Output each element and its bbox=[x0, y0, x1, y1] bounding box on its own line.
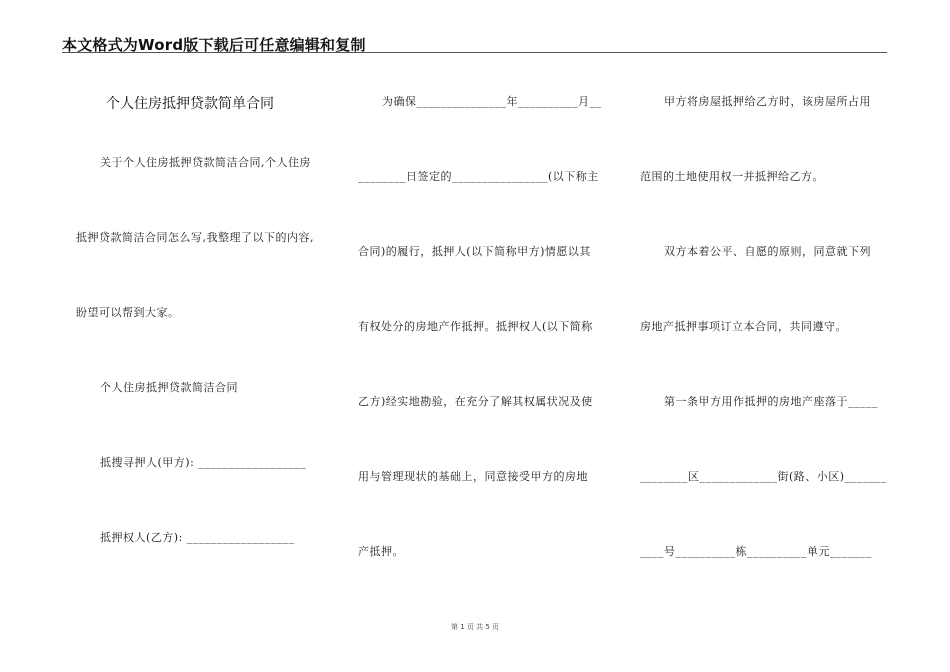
col2-line-2: ________日签定的________________(以下称主 bbox=[358, 170, 599, 183]
col2-line-7: 产抵押。 bbox=[358, 545, 404, 558]
document-title: 个人住房抵押贷款简单合同 bbox=[106, 96, 274, 112]
col3-line-5: 第一条甲方用作抵押的房地产座落于_____ bbox=[664, 395, 878, 408]
col3-line-2: 范围的土地使用权一并抵押给乙方。 bbox=[640, 170, 824, 183]
col1-line-3: 盼望可以帮到大家。 bbox=[76, 306, 180, 319]
col1-line-1: 关于个人住房抵押贷款简洁合同,个人住房 bbox=[100, 156, 311, 169]
col3-line-1: 甲方将房屋抵押给乙方时，该房屋所占用 bbox=[664, 95, 871, 108]
col2-line-1: 为确保_______________年__________月__ bbox=[382, 95, 602, 108]
col3-line-6: ________区_____________街(路、小区)_______ bbox=[640, 470, 887, 483]
col2-line-6: 用与管理现状的基础上，同意接受甲方的房地 bbox=[358, 470, 588, 483]
col1-line-5: 抵搜寻押人(甲方): __________________ bbox=[100, 456, 307, 469]
col2-line-3: 合同)的履行，抵押人(以下简称甲方)情愿以其 bbox=[358, 245, 591, 258]
document-banner: 本文格式为Word版下载后可任意编辑和复制 bbox=[62, 36, 366, 54]
col1-line-2: 抵押贷款简洁合同怎么写,我整理了以下的内容, bbox=[76, 231, 314, 244]
col3-line-4: 房地产抵押事项订立本合同，共同遵守。 bbox=[640, 320, 847, 333]
col2-line-4: 有权处分的房地产作抵押。抵押权人(以下简称 bbox=[358, 320, 593, 333]
col1-line-6: 抵押权人(乙方): __________________ bbox=[100, 531, 295, 544]
header-divider bbox=[62, 52, 887, 53]
col1-line-4: 个人住房抵押贷款简洁合同 bbox=[100, 381, 238, 394]
page-number: 第 1 页 共 5 页 bbox=[450, 623, 500, 631]
col3-line-3: 双方本着公平、自愿的原则，同意就下列 bbox=[664, 245, 871, 258]
col3-line-7: ____号__________栋__________单元_______ bbox=[640, 545, 872, 558]
col2-line-5: 乙方)经实地勘验，在充分了解其权属状况及使 bbox=[358, 395, 593, 408]
